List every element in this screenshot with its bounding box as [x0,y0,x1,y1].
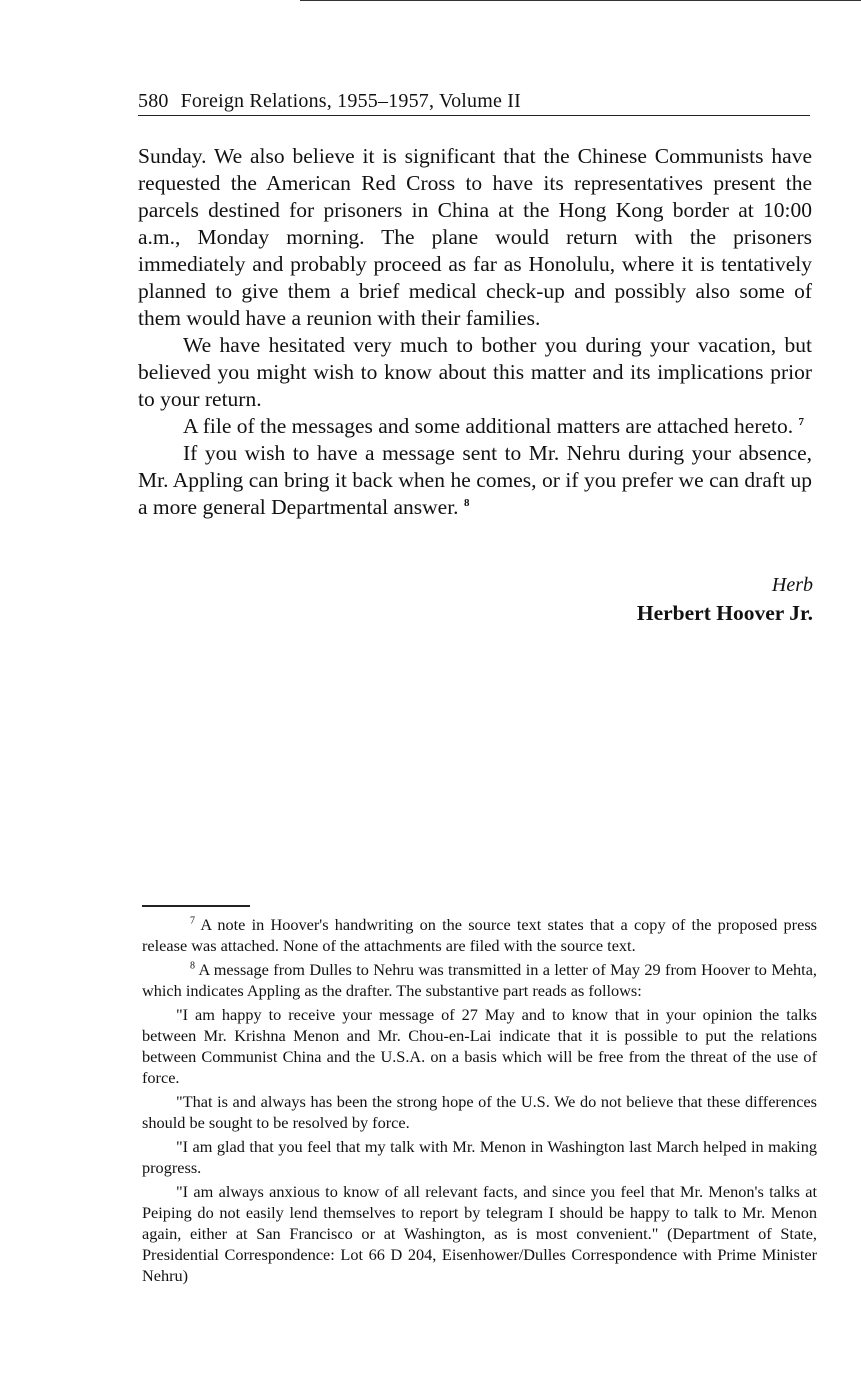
footnote-7 [142,914,817,956]
paragraph-3 [138,413,812,440]
paragraph-3-text: A file of the messages and some additional matters are attached hereto. [183,414,794,438]
running-head [138,90,810,116]
footnote-quote-4: "I am always anxious to know of all relevant facts, and since you feel that Mr. Menon's talks at Peiping do not easily lend themselves to report by telegram I should be happy to talk to Mr. Menon again, either at San Francisco or at Washington, as is most convenient." (Department of State, Presidential Correspondence: Lot 66 D 204, Eisenhower/Dulles Correspondence with Prime Minister Nehru) [142,1182,817,1285]
handwritten-signature: Herb [771,574,813,596]
signatory-name: Herbert Hoover Jr. [636,601,813,625]
footnote-7-text: A note in Hoover's handwriting on the source text states that a copy of the proposed press release was attached. None of the attachments are filed with the source text. [142,915,817,955]
footnote-quote-2: "That is and always has been the strong hope of the U.S. We do not believe that these differences should be sought to be resolved by force. [142,1092,817,1132]
footnote-8-mark: 8 [190,960,195,972]
footnote-ref-7[interactable]: 7 [798,415,805,428]
footnote-quote-1: "I am happy to receive your message of 27 May and to know that in your opinion the talks between Mr. Krishna Menon and Mr. Chou-en-Lai indicate that it is possible to put the relations between Communist China and the U.S.A. on a basis which will be free from the threat of the use of force. [142,1005,817,1087]
paragraph-4 [138,440,812,521]
footnote-7-mark: 7 [190,915,195,927]
footnote-ref-8[interactable]: 8 [463,496,470,509]
footnote-divider [142,905,250,907]
body-text [138,143,812,521]
footnotes [142,914,817,1289]
paragraph-4-text: If you wish to have a message sent to Mr. Nehru during your absence, Mr. Appling can bring it back when he comes, or if you prefer we can draft up a more general Departmental answer. [138,441,812,519]
footnote-quote-3: "I am glad that you feel that my talk with Mr. Menon in Washington last March helped in making progress. [142,1137,817,1177]
paragraph-2: We have hesitated very much to bother you during your vacation, but believed you might wish to know about this matter and its implications prior to your return. [138,333,812,411]
running-head-title: Foreign Relations, 1955–1957, Volume II [180,90,521,112]
paragraph-1: Sunday. We also believe it is significant that the Chinese Communists have requested the American Red Cross to have its representatives present the parcels destined for prisoners in China at the Hong Kong border at 10:00 a.m., Monday morning. The plane would return with the prisoners immediately and probably proceed as far as Honolulu, where it is tentatively planned to give them a brief medical check-up and possibly also some of them would have a reunion with their families. [138,144,812,330]
page-number: 580 [138,90,169,112]
page-top-edge [300,0,861,1]
footnote-8-text: A message from Dulles to Nehru was transmitted in a letter of May 29 from Hoover to Mehta, which indicates Appling as the drafter. The substantive part reads as follows: [142,960,818,1000]
footnote-8 [142,959,817,1001]
